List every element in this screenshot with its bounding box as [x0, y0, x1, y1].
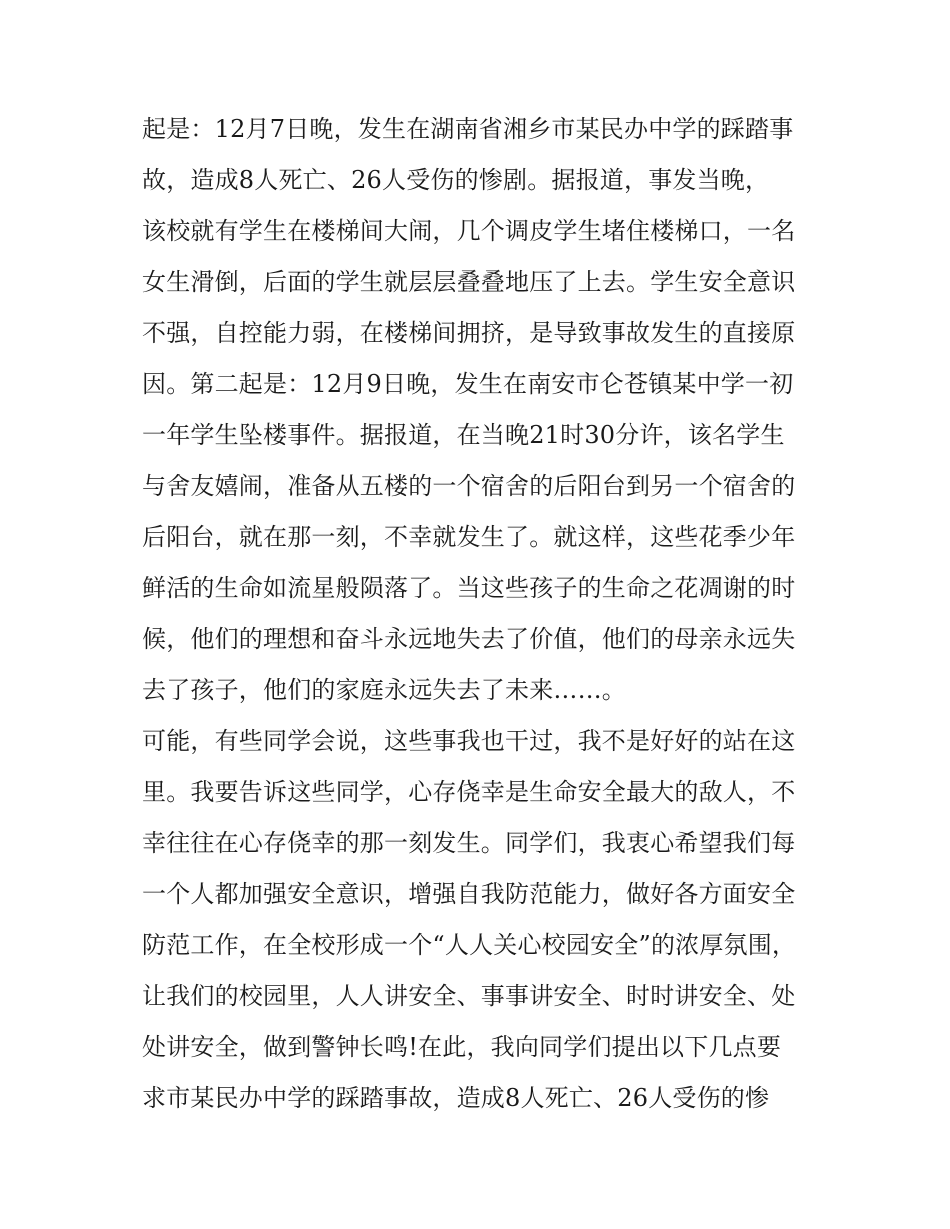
text-line: 里。我要告诉这些同学，心存侥幸是生命安全最大的敌人，不 — [142, 778, 796, 806]
text-line: 让我们的校园里，人人讲安全、事事讲安全、时时讲安全、处 — [142, 982, 796, 1010]
text-line: 起是：12月7日晚，发生在湖南省湘乡市某民办中学的踩踏事 — [142, 115, 794, 143]
text-line: 不强，自控能力弱，在楼梯间拥挤，是导致事故发生的直接原 — [142, 319, 796, 347]
text-line: 处讲安全，做到警钟长鸣!在此，我向同学们提出以下几点要 — [142, 1033, 782, 1061]
text-line: 幸往往在心存侥幸的那一刻发生。同学们，我衷心希望我们每 — [142, 829, 796, 857]
text-line: 因。第二起是：12月9日晚，发生在南安市仑苍镇某中学一初 — [142, 370, 794, 398]
text-line: 后阳台，就在那一刻，不幸就发生了。就这样，这些花季少年 — [142, 523, 796, 551]
text-line: 该校就有学生在楼梯间大闹，几个调皮学生堵住楼梯口，一名 — [142, 217, 796, 245]
text-line: 一年学生坠楼事件。据报道，在当晚21时30分许，该名学生 — [142, 421, 785, 449]
text-line: 去了孩子，他们的家庭永远失去了未来……。 — [142, 676, 626, 704]
body-text — [142, 104, 822, 1124]
text-line: 一个人都加强安全意识，增强自我防范能力，做好各方面安全 — [142, 880, 796, 908]
text-line: 可能，有些同学会说，这些事我也干过，我不是好好的站在这 — [142, 727, 796, 755]
text-line: 故，造成8人死亡、26人受伤的惨剧。据报道，事发当晚， — [142, 166, 770, 194]
text-line: 候，他们的理想和奋斗永远地失去了价值，他们的母亲永远失 — [142, 625, 796, 653]
text-line: 防范工作，在全校形成一个“人人关心校园安全”的浓厚氛围， — [142, 931, 797, 959]
text-line: 与舍友嬉闹，准备从五楼的一个宿舍的后阳台到另一个宿舍的 — [142, 472, 796, 500]
text-line: 求市某民办中学的踩踏事故，造成8人死亡、26人受伤的惨 — [142, 1084, 770, 1112]
text-line: 鲜活的生命如流星般陨落了。当这些孩子的生命之花凋谢的时 — [142, 574, 796, 602]
text-line: 女生滑倒，后面的学生就层层叠叠地压了上去。学生安全意识 — [142, 268, 796, 296]
